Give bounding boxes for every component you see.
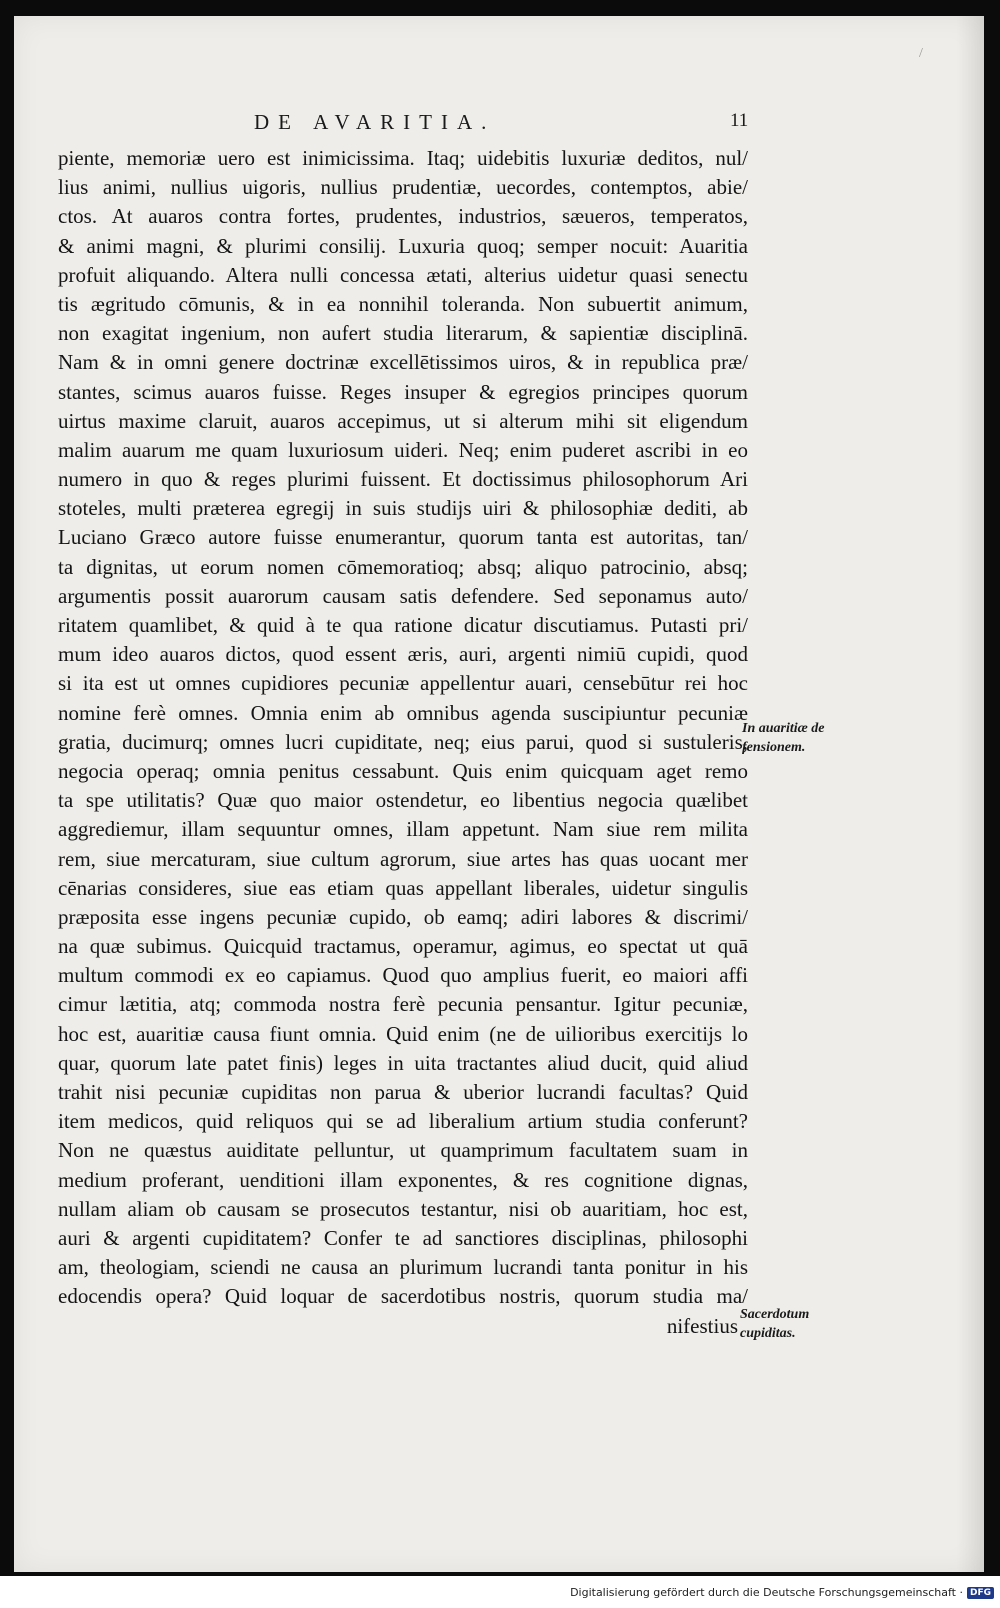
marginal-note-line: In auaritiæ de	[742, 721, 825, 736]
text-line: negocia operaq; omnia penitus cessabunt. Quis enim quicquam aget remo	[58, 758, 748, 783]
text-line: ritatem quamlibet, & quid à te qua ratione dicatur discutiamus. Putasti pri/	[58, 613, 748, 637]
text-line: cēnarias consideres, siue eas etiam quas appellant liberales, uidetur singulis	[58, 875, 748, 900]
text-line: multum commodi ex eo capiamus. Quod quo amplius fuerit, eo maiori affi	[58, 963, 748, 988]
text-line: præposita esse ingens pecuniæ cupido, ob eamq; adiri labores & discrimi/	[58, 904, 748, 929]
text-line: non exagitat ingenium, non aufert studia literarum, & sapientiæ disciplinā.	[58, 321, 748, 346]
page-number: 11	[730, 110, 749, 131]
marginal-note-line: Sacerdotum	[740, 1307, 810, 1322]
dfg-logo-icon: DFG	[967, 1587, 994, 1599]
text-line: ctos. At auaros contra fortes, prudentes, industrios, sæueros, temperatos,	[58, 204, 748, 229]
book-page	[14, 16, 984, 1572]
text-line: trahit nisi pecuniæ cupiditas non parua & uberior lucrandi facultas? Quid	[58, 1080, 748, 1104]
text-line: stantes, scimus auaros fuisse. Reges insuper & egregios principes quorum	[58, 379, 748, 404]
text-line: item medicos, quid reliquos qui se ad liberalium artium studia conferunt?	[58, 1109, 748, 1134]
text-line: malim auarum me quam luxuriosum uideri. Neq; enim puderet ascribi in eo	[58, 437, 748, 462]
text-line: am, theologiam, sciendi ne causa an plurimum lucrandi tanta ponitur in his	[58, 1255, 748, 1280]
marginal-note-line: cupiditas.	[740, 1326, 796, 1341]
text-line: lius animi, nullius uigoris, nullius prudentiæ, uecordes, contemptos, abie/	[58, 175, 748, 200]
text-line: tis ægritudo cōmunis, & in ea nonnihil toleranda. Non subuertit animum,	[58, 291, 748, 316]
corner-pencil-mark: /	[919, 46, 923, 61]
text-line: auri & argenti cupiditatem? Confer te ad sanctiores disciplinas, philosophi	[58, 1225, 748, 1250]
text-line: ta spe utilitatis? Quæ quo maior ostendetur, eo libentius negocia quælibet	[58, 788, 748, 813]
text-line: edocendis opera? Quid loquar de sacerdotibus nostris, quorum studia ma/	[58, 1284, 748, 1309]
text-line: Nam & in omni genere doctrinæ excellētissimos uiros, & in republica præ/	[58, 350, 748, 375]
text-line: aggrediemur, illam sequuntur omnes, illam appetunt. Nam siue rem milita	[58, 817, 748, 842]
body-text	[58, 144, 748, 1341]
text-line: na quæ subimus. Quicquid tractamus, operamur, agimus, eo spectat ut quā	[58, 934, 748, 959]
marginal-note-priests	[740, 1305, 809, 1343]
text-line: nullam aliam ob causam se prosecutos testantur, nisi ob auaritiam, hoc est,	[58, 1196, 748, 1221]
text-line: hoc est, auaritiæ causa fiunt omnia. Quid enim (ne de uilioribus exercitijs lo	[58, 1021, 748, 1046]
text-line: profuit aliquando. Altera nulli concessa ætati, alterius uidetur quasi senectu	[58, 262, 748, 287]
marginal-note-defense	[742, 719, 824, 757]
text-line: rem, siue mercaturam, siue cultum agrorum, siue artes has quas uocant mer	[58, 846, 748, 871]
text-line: Luciano Græco autore fuisse enumerantur, quorum tanta est autoritas, tan/	[58, 525, 748, 550]
text-line: piente, memoriæ uero est inimicissima. Itaq; uidebitis luxuriæ deditos, nul/	[58, 146, 748, 170]
text-line: medium proferant, uenditioni illam exponentes, & res cognitione dignas,	[58, 1167, 748, 1192]
running-head: DE AVARITIA.	[254, 110, 496, 134]
text-line: nifestius	[666, 1313, 738, 1338]
text-line: nomine ferè omnes. Omnia enim ab omnibus agenda suscipiuntur pecuniæ	[58, 700, 748, 725]
page-edge-shadow	[956, 16, 984, 1572]
text-line: & animi magni, & plurimi consilij. Luxuria quoq; semper nocuit: Auaritia	[58, 233, 748, 258]
text-line: si ita est ut omnes cupidiores pecuniæ appellentur auari, censebūtur rei hoc	[58, 671, 748, 696]
text-line: stoteles, multi præterea egregij in suis studijs uiri & philosophiæ dediti, ab	[58, 496, 748, 521]
text-line: ta dignitas, ut eorum nomen cōmemoratioq; absq; aliquo patrocinio, absq;	[58, 554, 748, 579]
text-line: mum ideo auaros dictos, quod essent æris, auri, argenti nimiū cupidi, quod	[58, 642, 748, 667]
footer-credit	[570, 1586, 994, 1599]
text-line: Non ne quæstus auiditate pelluntur, ut quamprimum facultatem suam in	[58, 1138, 748, 1163]
text-line: gratia, ducimurq; omnes lucri cupiditate, neq; eius parui, quod si sustuleris,	[58, 729, 748, 754]
footer-text: Digitalisierung gefördert durch die Deutsche Forschungsgemeinschaft ·	[570, 1586, 963, 1599]
text-line: uirtus maxime claruit, auaros accepimus, ut si alterum mihi sit eligendum	[58, 408, 748, 433]
text-line: argumentis possit auarorum causam satis defendere. Sed seponamus auto/	[58, 583, 748, 608]
text-line: quar, quorum late patet finis) leges in uita tractantes aliud ducit, quid aliud	[58, 1050, 748, 1075]
text-line: cimur lætitia, atq; commoda nostra ferè pecunia pensantur. Igitur pecuniæ,	[58, 992, 748, 1017]
marginal-note-line: fensionem.	[742, 740, 806, 755]
text-line: numero in quo & reges plurimi fuissent. Et doctissimus philosophorum Ari	[58, 467, 748, 492]
